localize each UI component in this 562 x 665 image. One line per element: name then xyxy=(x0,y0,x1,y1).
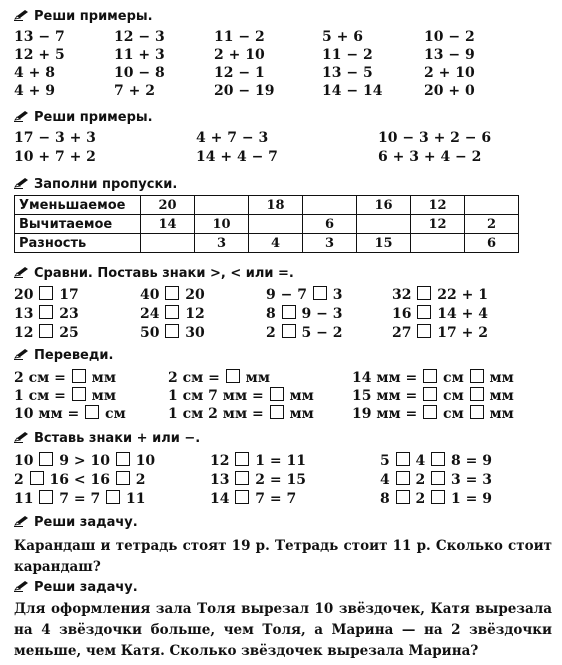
signs-part: 16 < 16 xyxy=(49,472,110,488)
example: 13 − 9 xyxy=(424,47,475,63)
convert-left: 2 см = xyxy=(14,370,66,386)
sign-box[interactable] xyxy=(417,324,431,338)
sign-box[interactable] xyxy=(30,471,44,485)
section-title-text: Переведи. xyxy=(34,348,114,363)
sign-box[interactable] xyxy=(39,452,53,466)
table-cell[interactable] xyxy=(411,234,465,253)
example-row xyxy=(0,64,562,82)
table-cell: 3 xyxy=(303,234,357,253)
answer-box[interactable] xyxy=(470,387,484,401)
answer-box[interactable] xyxy=(85,405,99,419)
problem-text: Карандаш и тетрадь стоят 19 р. Тетрадь стоит 11 р. Сколько стоит карандаш? xyxy=(14,538,552,575)
right-operand: 22 + 1 xyxy=(437,287,488,303)
pencil-icon xyxy=(14,431,30,443)
section-title-text: Реши задачу. xyxy=(34,515,138,530)
unit: мм xyxy=(91,370,116,386)
right-operand: 12 xyxy=(185,306,205,322)
left-operand: 50 xyxy=(140,325,160,341)
unit: см xyxy=(443,370,464,386)
answer-box[interactable] xyxy=(423,405,437,419)
sign-box[interactable] xyxy=(313,286,327,300)
signs-item xyxy=(210,490,296,508)
pencil-icon xyxy=(14,177,30,189)
example: 11 − 2 xyxy=(322,47,373,63)
answer-box[interactable] xyxy=(470,405,484,419)
table-cell: 6 xyxy=(303,215,357,234)
table-cell: 20 xyxy=(141,196,195,215)
answer-box[interactable] xyxy=(270,405,284,419)
signs-item xyxy=(210,471,306,489)
example: 13 − 7 xyxy=(14,29,65,45)
signs-part: 2 xyxy=(415,491,426,507)
answer-box[interactable] xyxy=(226,369,240,383)
left-operand: 24 xyxy=(140,306,160,322)
table-row xyxy=(15,196,519,215)
example: 12 + 5 xyxy=(14,47,65,63)
unit: мм xyxy=(91,388,116,404)
table-cell: 16 xyxy=(357,196,411,215)
unit: мм xyxy=(489,388,514,404)
example: 20 − 19 xyxy=(214,83,275,99)
pencil-icon xyxy=(14,348,30,360)
compare-item xyxy=(392,286,488,304)
sign-box[interactable] xyxy=(235,471,249,485)
section-title xyxy=(14,515,138,530)
left-operand: 8 xyxy=(266,306,276,322)
signs-part: 7 = 7 xyxy=(59,491,101,507)
sign-box[interactable] xyxy=(165,324,179,338)
signs-part: 9 > 10 xyxy=(59,453,110,469)
unit: см xyxy=(443,388,464,404)
signs-item xyxy=(210,452,306,470)
example: 4 + 8 xyxy=(14,65,55,81)
signs-part: 3 = 3 xyxy=(451,472,492,488)
compare-row xyxy=(0,324,562,342)
signs-row xyxy=(0,490,562,508)
section-title-text: Реши примеры. xyxy=(34,110,153,125)
table-cell: 4 xyxy=(249,234,303,253)
convert-item xyxy=(352,369,514,387)
convert-item xyxy=(14,387,116,405)
convert-left: 2 см = xyxy=(168,370,220,386)
example-row xyxy=(0,82,562,100)
convert-item xyxy=(168,405,314,423)
table-cell: 15 xyxy=(357,234,411,253)
convert-left: 10 мм = xyxy=(14,406,80,422)
signs-item xyxy=(14,471,145,489)
pencil-icon xyxy=(14,515,30,527)
convert-left: 15 мм = xyxy=(352,388,418,404)
left-operand: 13 xyxy=(14,306,34,322)
convert-item xyxy=(168,369,270,387)
table-cell[interactable] xyxy=(195,196,249,215)
unit: мм xyxy=(489,370,514,386)
compare-item xyxy=(392,305,488,323)
convert-row xyxy=(0,387,562,405)
convert-row xyxy=(0,369,562,387)
example-row xyxy=(0,28,562,46)
compare-item xyxy=(140,324,205,342)
right-operand: 9 − 3 xyxy=(301,306,343,322)
compare-item xyxy=(266,286,342,304)
section-title-text: Реши задачу. xyxy=(34,580,138,595)
example: 4 + 7 − 3 xyxy=(196,130,269,146)
signs-part: 1 = 9 xyxy=(451,491,492,507)
table-row xyxy=(15,234,519,253)
example: 5 + 6 xyxy=(322,29,363,45)
right-operand: 25 xyxy=(59,325,79,341)
section-title xyxy=(14,177,177,192)
sign-box[interactable] xyxy=(396,471,410,485)
signs-item xyxy=(380,490,492,508)
signs-part: 14 xyxy=(210,491,230,507)
compare-row xyxy=(0,286,562,304)
sign-box[interactable] xyxy=(165,286,179,300)
convert-left: 1 см 2 мм = xyxy=(168,406,264,422)
right-operand: 17 + 2 xyxy=(437,325,488,341)
signs-part: 2 xyxy=(14,472,24,488)
right-operand: 17 xyxy=(59,287,79,303)
pencil-icon xyxy=(14,580,30,592)
unit: мм xyxy=(289,388,314,404)
left-operand: 2 xyxy=(266,325,276,341)
table-cell: 3 xyxy=(195,234,249,253)
example: 10 − 3 + 2 − 6 xyxy=(378,130,492,146)
compare-item xyxy=(14,286,79,304)
signs-part: 5 xyxy=(380,453,390,469)
signs-item xyxy=(14,452,155,470)
sign-box[interactable] xyxy=(106,490,120,504)
section-title-text: Реши примеры. xyxy=(34,9,153,24)
unit: см xyxy=(105,406,126,422)
example: 2 + 10 xyxy=(424,65,475,81)
row-label: Разность xyxy=(15,234,141,253)
section-title xyxy=(14,580,138,595)
fill-table xyxy=(14,195,519,253)
example-row xyxy=(0,148,562,166)
section-title xyxy=(14,9,153,24)
convert-item xyxy=(168,387,314,405)
right-operand: 5 − 2 xyxy=(301,325,343,341)
sign-box[interactable] xyxy=(431,452,445,466)
table-cell[interactable] xyxy=(249,215,303,234)
answer-box[interactable] xyxy=(470,369,484,383)
signs-item xyxy=(380,471,492,489)
left-operand: 27 xyxy=(392,325,412,341)
left-operand: 16 xyxy=(392,306,412,322)
unit: мм xyxy=(289,406,314,422)
sign-box[interactable] xyxy=(116,471,130,485)
signs-item xyxy=(14,490,145,508)
compare-row xyxy=(0,305,562,323)
table-cell: 18 xyxy=(249,196,303,215)
sign-box[interactable] xyxy=(39,286,53,300)
row-label: Уменьшаемое xyxy=(15,196,141,215)
table-cell: 6 xyxy=(465,234,519,253)
example: 13 − 5 xyxy=(322,65,373,81)
compare-item xyxy=(140,305,205,323)
compare-item xyxy=(392,324,488,342)
table-cell: 14 xyxy=(141,215,195,234)
row-label: Вычитаемое xyxy=(15,215,141,234)
sign-box[interactable] xyxy=(235,490,249,504)
example: 20 + 0 xyxy=(424,83,475,99)
unit: мм xyxy=(245,370,270,386)
example: 14 − 14 xyxy=(322,83,383,99)
right-operand: 30 xyxy=(185,325,205,341)
section-title xyxy=(14,110,153,125)
signs-part: 10 xyxy=(14,453,34,469)
signs-part: 4 xyxy=(415,453,426,469)
signs-part: 8 = 9 xyxy=(451,453,492,469)
signs-part: 13 xyxy=(210,472,230,488)
example: 10 − 8 xyxy=(114,65,165,81)
right-operand: 23 xyxy=(59,306,79,322)
section-title xyxy=(14,348,113,363)
convert-item xyxy=(352,387,514,405)
right-operand: 3 xyxy=(332,287,343,303)
compare-item xyxy=(266,324,342,342)
example: 11 + 3 xyxy=(114,47,165,63)
sign-box[interactable] xyxy=(39,305,53,319)
convert-left: 1 см = xyxy=(14,388,66,404)
signs-part: 1 = 11 xyxy=(255,453,306,469)
left-operand: 40 xyxy=(140,287,160,303)
convert-left: 1 см 7 мм = xyxy=(168,388,264,404)
table-cell: 12 xyxy=(411,196,465,215)
right-operand: 14 + 4 xyxy=(437,306,488,322)
right-operand: 20 xyxy=(185,287,205,303)
table-cell: 12 xyxy=(411,215,465,234)
convert-item xyxy=(14,405,126,423)
table-cell: 10 xyxy=(195,215,249,234)
sign-box[interactable] xyxy=(39,490,53,504)
example: 14 + 4 − 7 xyxy=(196,149,278,165)
left-operand: 20 xyxy=(14,287,34,303)
section-title xyxy=(14,266,294,281)
sign-box[interactable] xyxy=(396,490,410,504)
problem-text: Для оформления зала Толя вырезал 10 звёздочек, Катя вырезала на 4 звёздочки больше, чем Толя, а Марина — на 2 звёздочки меньше, чем Катя. Сколько звёздочек вырезала Марина? xyxy=(14,601,552,659)
convert-left: 14 мм = xyxy=(352,370,418,386)
signs-part: 2 xyxy=(415,472,426,488)
example: 17 − 3 + 3 xyxy=(14,130,96,146)
table-cell[interactable] xyxy=(357,215,411,234)
answer-box[interactable] xyxy=(72,369,86,383)
left-operand: 32 xyxy=(392,287,412,303)
pencil-icon xyxy=(14,9,30,21)
example-row xyxy=(0,46,562,64)
signs-part: 10 xyxy=(135,453,156,469)
sign-box[interactable] xyxy=(431,490,445,504)
sign-box[interactable] xyxy=(431,471,445,485)
convert-item xyxy=(352,405,514,423)
signs-part: 4 xyxy=(380,472,390,488)
example: 7 + 2 xyxy=(114,83,155,99)
convert-row xyxy=(0,405,562,423)
example: 2 + 10 xyxy=(214,47,265,63)
sign-box[interactable] xyxy=(282,324,296,338)
sign-box[interactable] xyxy=(282,305,296,319)
example: 6 + 3 + 4 − 2 xyxy=(378,149,482,165)
sign-box[interactable] xyxy=(116,452,130,466)
sign-box[interactable] xyxy=(235,452,249,466)
example: 11 − 2 xyxy=(214,29,265,45)
compare-item xyxy=(266,305,342,323)
pencil-icon xyxy=(14,266,30,278)
left-operand: 12 xyxy=(14,325,34,341)
example: 10 − 2 xyxy=(424,29,475,45)
answer-box[interactable] xyxy=(72,387,86,401)
sign-box[interactable] xyxy=(39,324,53,338)
signs-row xyxy=(0,452,562,470)
answer-box[interactable] xyxy=(270,387,284,401)
pencil-icon xyxy=(14,110,30,122)
answer-box[interactable] xyxy=(423,387,437,401)
convert-item xyxy=(14,369,116,387)
table-cell: 2 xyxy=(465,215,519,234)
section-title-text: Вставь знаки + или −. xyxy=(34,431,201,446)
table-row xyxy=(15,215,519,234)
example: 12 − 1 xyxy=(214,65,265,81)
sign-box[interactable] xyxy=(417,305,431,319)
signs-part: 11 xyxy=(14,491,34,507)
section-title xyxy=(14,431,200,446)
sign-box[interactable] xyxy=(165,305,179,319)
signs-part: 12 xyxy=(210,453,230,469)
signs-part: 2 xyxy=(135,472,146,488)
compare-item xyxy=(140,286,205,304)
section-title-text: Заполни пропуски. xyxy=(34,177,178,192)
unit: см xyxy=(443,406,464,422)
unit: мм xyxy=(489,406,514,422)
table-cell[interactable] xyxy=(141,234,195,253)
signs-item xyxy=(380,452,492,470)
table-cell[interactable] xyxy=(465,196,519,215)
signs-part: 11 xyxy=(125,491,146,507)
table-cell[interactable] xyxy=(303,196,357,215)
sign-box[interactable] xyxy=(417,286,431,300)
signs-row xyxy=(0,471,562,489)
example: 4 + 9 xyxy=(14,83,55,99)
example: 10 + 7 + 2 xyxy=(14,149,96,165)
signs-part: 2 = 15 xyxy=(255,472,306,488)
section-title-text: Сравни. Поставь знаки >, < или =. xyxy=(34,266,294,281)
convert-left: 19 мм = xyxy=(352,406,418,422)
left-operand: 9 − 7 xyxy=(266,287,307,303)
signs-part: 8 xyxy=(380,491,390,507)
sign-box[interactable] xyxy=(396,452,410,466)
answer-box[interactable] xyxy=(423,369,437,383)
example: 12 − 3 xyxy=(114,29,165,45)
compare-item xyxy=(14,305,79,323)
signs-part: 7 = 7 xyxy=(255,491,297,507)
compare-item xyxy=(14,324,79,342)
example-row xyxy=(0,129,562,147)
